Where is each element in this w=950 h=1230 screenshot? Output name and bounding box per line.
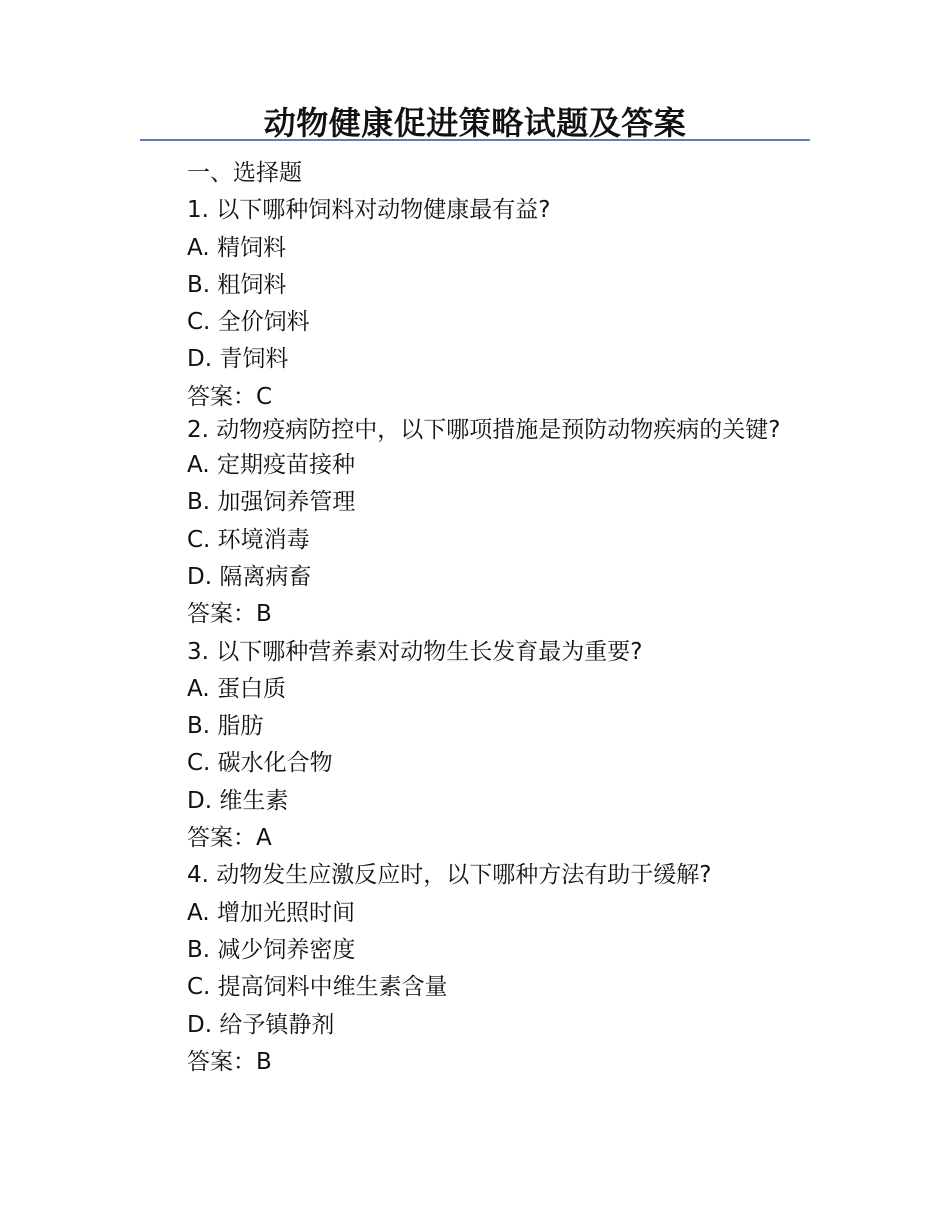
option-b: B. 脂肪 [187,713,264,740]
option-d: D. 隔离病畜 [187,563,312,590]
question-stem: 3. 以下哪种营养素对动物生长发育最为重要? [187,638,643,665]
option-b: B. 加强饲养管理 [187,489,356,516]
option-b: B. 粗饲料 [187,271,287,298]
answer-line: 答案：B [187,1048,272,1075]
question-stem: 2. 动物疫病防控中，以下哪项措施是预防动物疾病的关键? [187,417,781,444]
option-d: D. 维生素 [187,787,289,814]
answer-line: 答案：A [187,825,272,852]
section-heading: 一、选择题 [187,160,302,186]
answer-line: 答案：C [187,383,273,410]
question-block [140,192,810,416]
question-block [140,634,810,858]
option-c: C. 全价饲料 [187,309,310,336]
option-c: C. 环境消毒 [187,526,310,553]
answer-line: 答案：B [187,601,272,628]
option-c: C. 碳水化合物 [187,750,333,777]
option-a: A. 定期疫苗接种 [187,452,355,479]
option-a: A. 增加光照时间 [187,899,355,926]
question-stem: 4. 动物发生应激反应时，以下哪种方法有助于缓解? [187,862,712,889]
document-body [140,155,810,1081]
document-title: 动物健康促进策略试题及答案 [263,104,687,142]
option-a: A. 蛋白质 [187,675,286,702]
option-a: A. 精饲料 [187,234,286,261]
option-d: D. 青饲料 [187,346,289,373]
option-c: C. 提高饲料中维生素含量 [187,974,448,1001]
question-block [140,416,810,633]
title-underline [140,139,810,141]
option-d: D. 给予镇静剂 [187,1011,335,1038]
option-b: B. 减少饲养密度 [187,936,356,963]
question-block [140,857,810,1081]
question-stem: 1. 以下哪种饲料对动物健康最有益? [187,197,551,224]
